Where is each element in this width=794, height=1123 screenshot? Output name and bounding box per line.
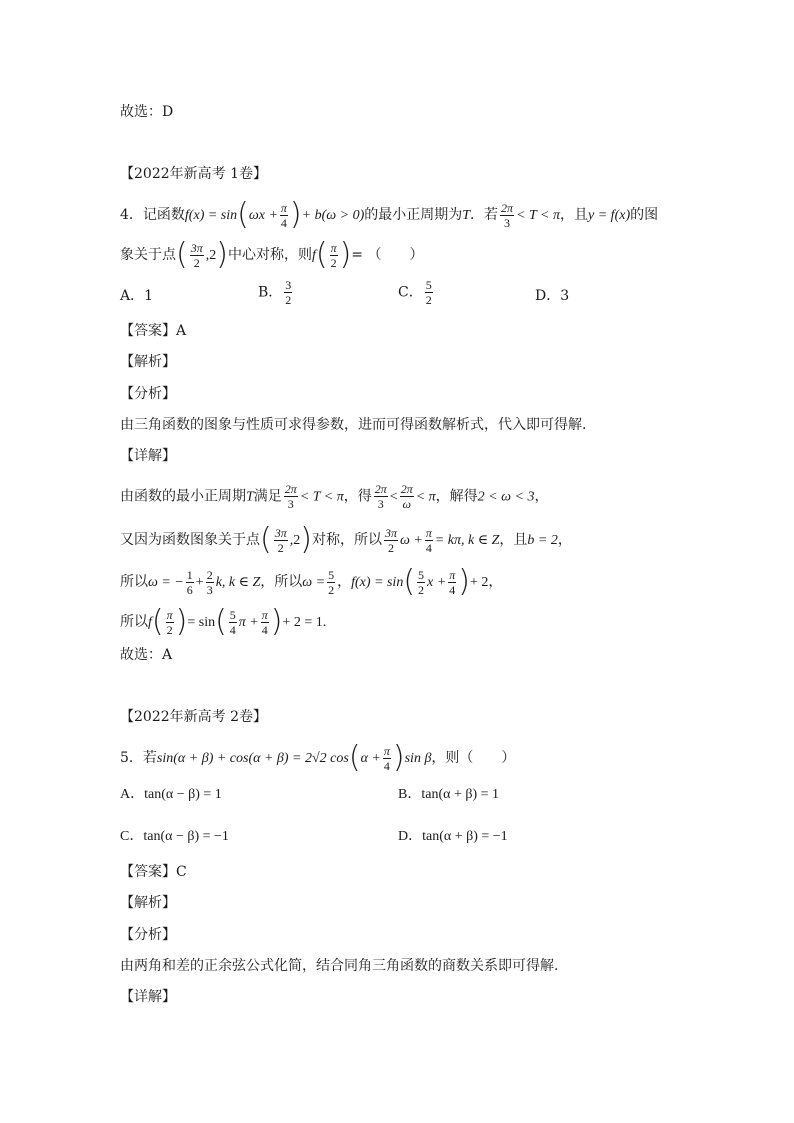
q4-frac-pi-2: $\frac{\pi}{2}$ [330, 240, 337, 270]
q4-fenxi-text: 由三角函数的图象与性质可求得参数，进而可得函数解析式，代入即可得解. [120, 417, 587, 433]
q5-fenxi: 【分析】 [120, 927, 176, 943]
q5-option-c: C．tan(α − β) = −1 [120, 829, 229, 844]
q4-text3: ，且 [560, 207, 589, 223]
q4-text4: 的图 [630, 207, 659, 223]
q5-answer: 【答案】C [120, 864, 187, 880]
q4-text1: 的最小正周期为 [364, 207, 463, 223]
q4-solution-line4: 所以f( $\frac{\pi}{2}$ )= sin( $\frac{5}{4}$ π + $\frac{\pi}{4}$ )+ 2 = 1. [120, 604, 327, 639]
q4-frac-2pi-3: $\frac{2\pi}{3}$ [501, 200, 514, 230]
q4-choice: 故选：A [120, 647, 173, 663]
q5-fenxi-text: 由两角和差的正余弦公式化简，结合同角三角函数的商数关系即可得解. [120, 958, 559, 974]
q4-T: T [462, 208, 471, 223]
q4-xiangjie: 【详解】 [120, 448, 176, 464]
q4-option-b: B． $\frac{3}{2}$ [258, 278, 292, 307]
q4-text2: ．若 [470, 207, 499, 223]
q4-solution-line3: 所以ω = − $\frac{1}{6}$ + $\frac{2}{3}$ k, k ∈ Z，所以ω = $\frac{5}{2}$ ，f(x) = sin( $\frac{5}{2}$ x + $\frac{\pi}{4}$ )+ 2， [120, 564, 503, 599]
q4-num: 4．记函数 [120, 207, 185, 223]
q4-solution-line1: 由函数的最小正周期T满足 $\frac{2\pi}{3}$ < T < π，得 $\frac{2\pi}{3}$ < $\frac{2\pi}{\omega}$ < π，解得2 < ω < 3， [120, 482, 549, 511]
previous-choice: 故选：D [120, 104, 174, 120]
q5-source: 【2022年新高考 2卷】 [120, 709, 267, 725]
q4-option-c: C． $\frac{5}{2}$ [398, 278, 432, 307]
q4-fx: f(x) = sin [184, 208, 238, 223]
q4-frac-pi-4: $\frac{\pi}{4}$ [280, 200, 287, 230]
q4-point-y: ,2 [205, 248, 217, 263]
q4-text5: 象关于点 [120, 247, 176, 263]
q4-text7: = （ ） [351, 247, 424, 263]
q5-option-b: B．tan(α + β) = 1 [398, 787, 500, 802]
q5-jiexi: 【解析】 [120, 895, 176, 911]
q4-plus-b: + b(ω > 0) [301, 208, 365, 223]
q4-source: 【2022年新高考 1卷】 [120, 166, 267, 182]
q5-option-a: A．tan(α − β) = 1 [120, 787, 222, 802]
q5-stem: 5．若sin(α + β) + cos(α + β) = 2√2 cos(α + $\frac{\pi}{4}$ )sin β，则（ ） [120, 740, 516, 775]
q4-text6: 中心对称，则 [227, 247, 312, 263]
q4-jiexi: 【解析】 [120, 354, 176, 370]
q4-option-a: A．1 [120, 288, 154, 304]
q4-stem-line2: 象关于点( $\frac{3\pi}{2}$ ,2)中心对称，则f( $\frac{\pi}{2}$ )= （ ） [120, 237, 424, 272]
q4-option-d: D．3 [535, 288, 570, 304]
q4-solution-line2: 又因为函数图象关于点( $\frac{3\pi}{2}$ ,2)对称，所以 $\frac{3\pi}{2}$ ω + $\frac{\pi}{4}$ = kπ, k ∈ Z，且b = 2， [120, 522, 572, 557]
q4-f: f [311, 248, 316, 263]
q4-inner: ωx + [248, 208, 278, 223]
q4-stem-line1: 4．记函数f(x) = sin(ωx + $\frac{\pi}{4}$ )+ b(ω > 0)的最小正周期为T．若 $\frac{2\pi}{3}$ < T < π，且y = f(x)的图 [120, 197, 659, 232]
q5-option-d: D．tan(α + β) = −1 [398, 829, 508, 844]
q4-answer: 【答案】A [120, 323, 187, 339]
q4-y-eq: y = f(x) [588, 208, 631, 223]
q4-range: < T < π [516, 208, 561, 223]
q5-xiangjie: 【详解】 [120, 989, 176, 1005]
q4-frac-3pi-2: $\frac{3\pi}{2}$ [190, 240, 203, 270]
q4-fenxi: 【分析】 [120, 386, 176, 402]
